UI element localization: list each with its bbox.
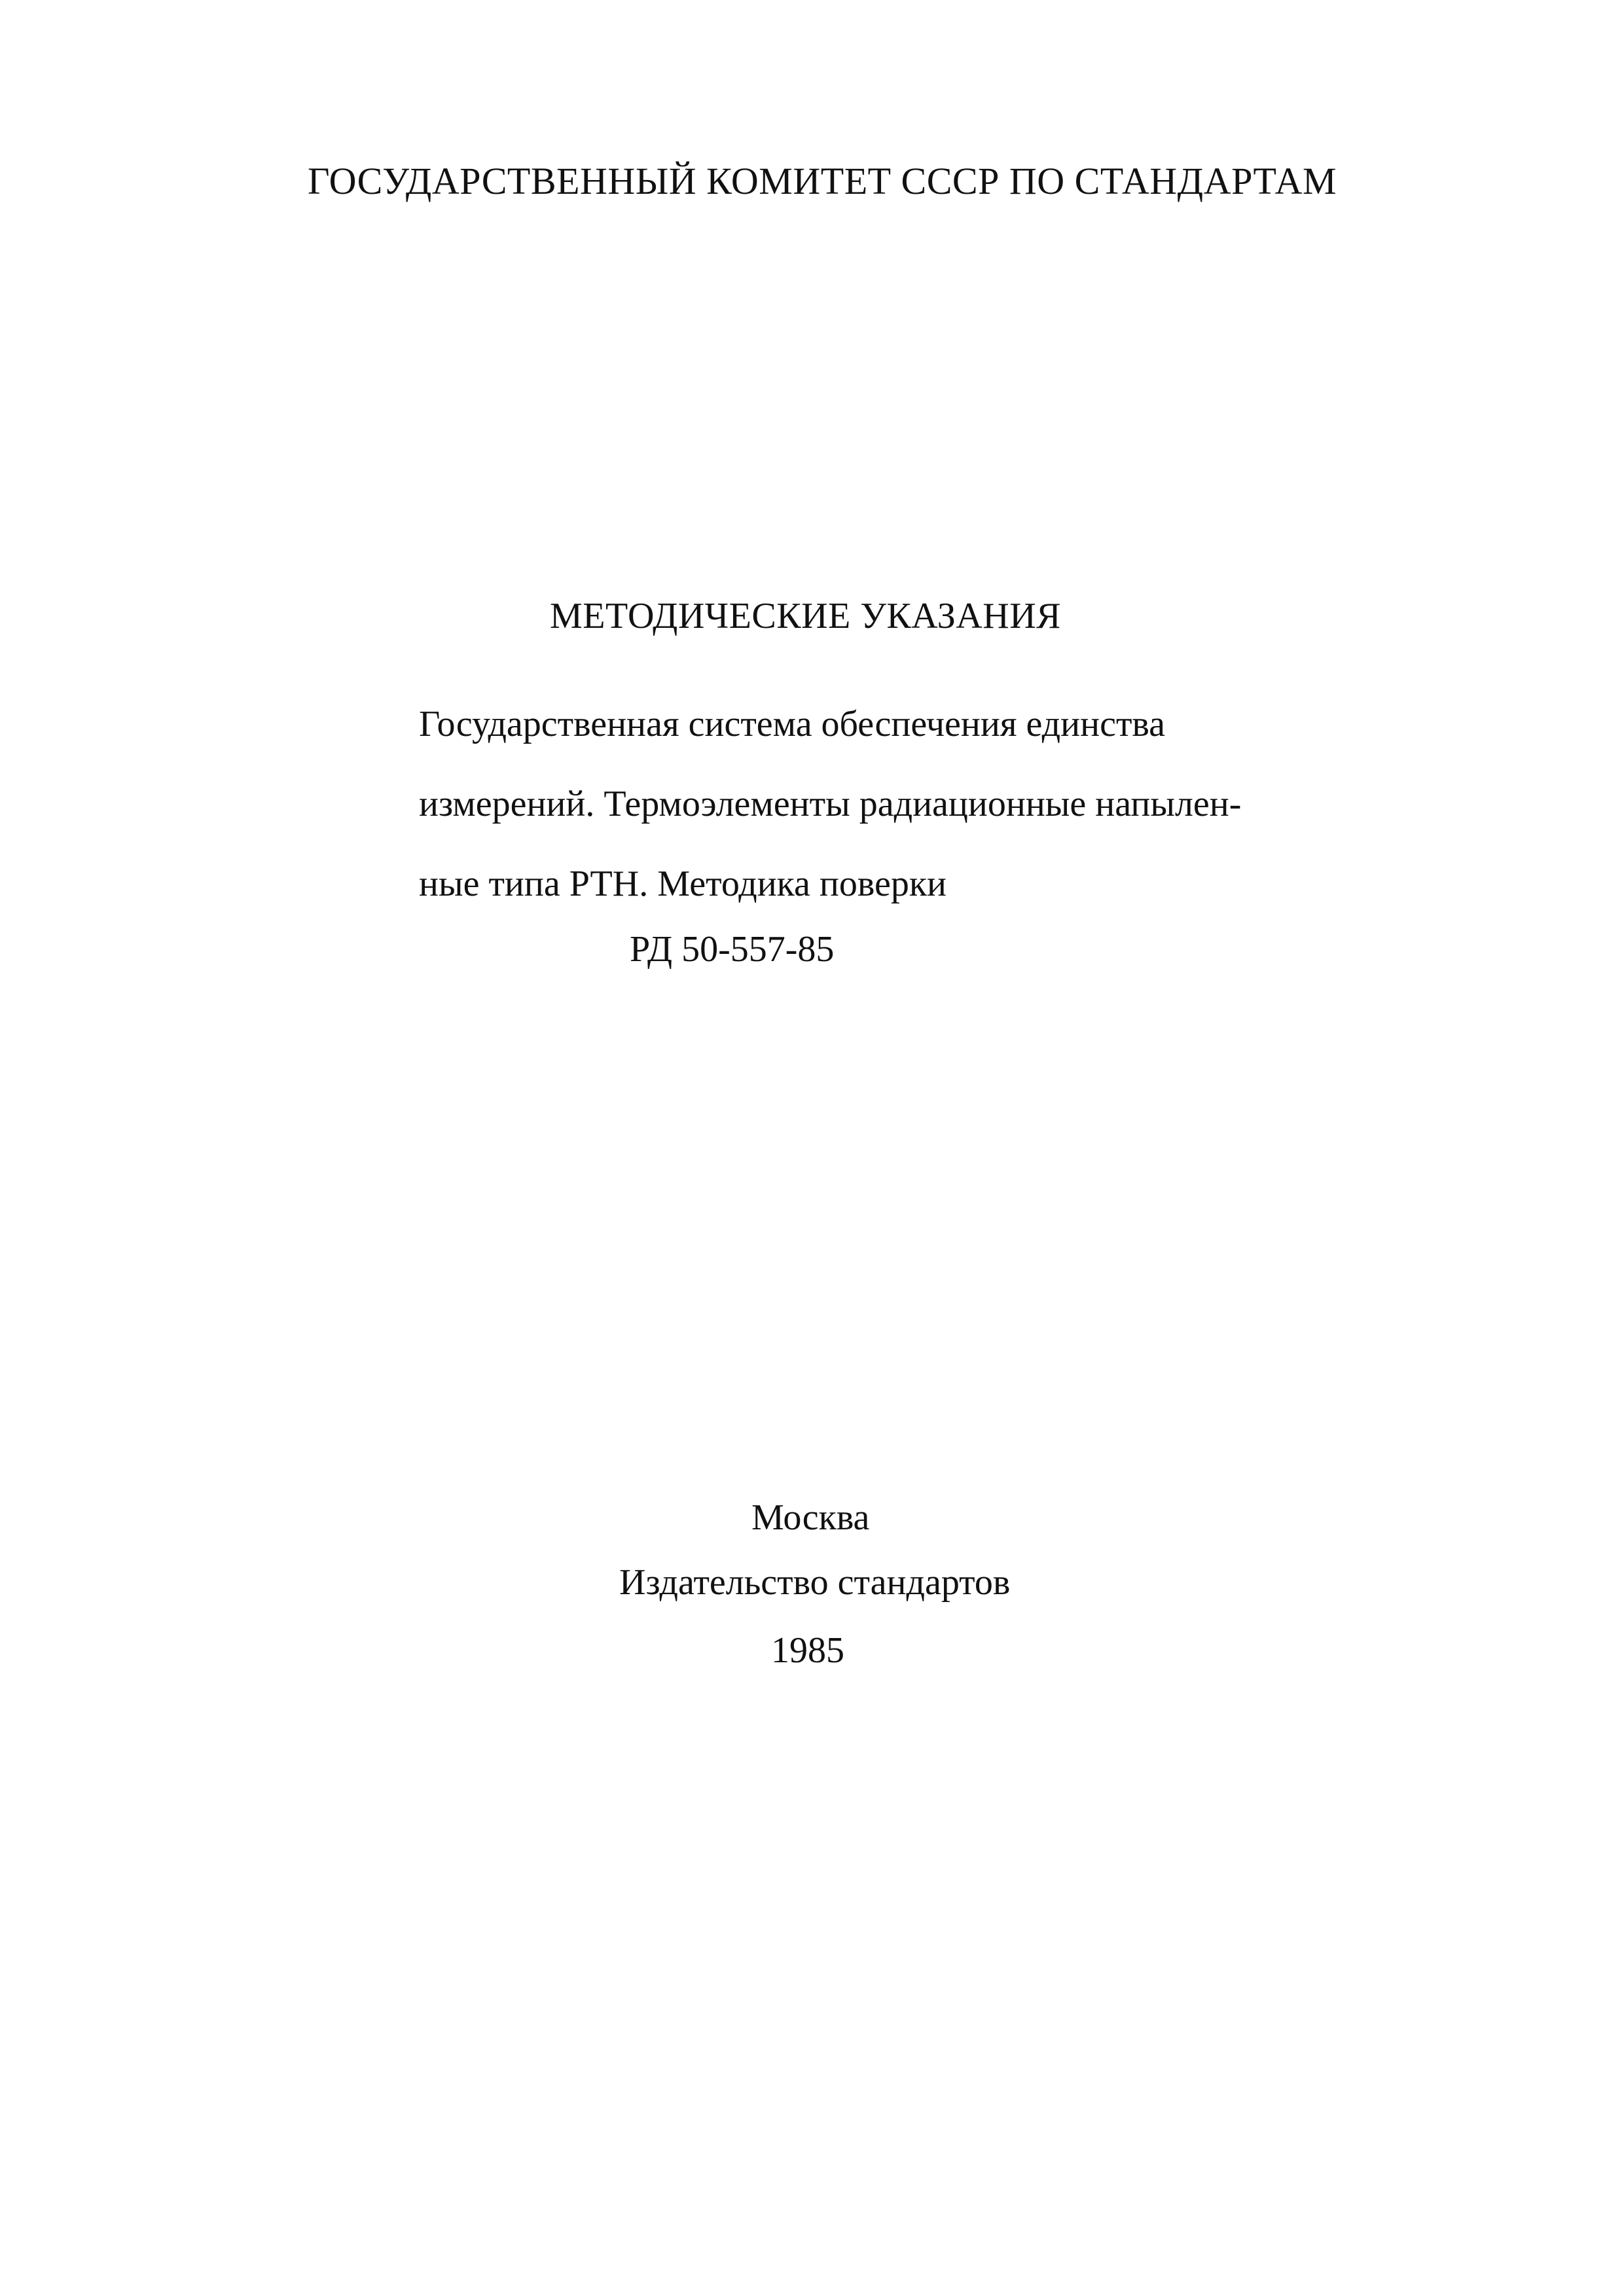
document-title-line: измерений. Термоэлементы радиационные напылен- — [419, 784, 1242, 824]
organization-header: ГОСУДАРСТВЕННЫЙ КОМИТЕТ СССР ПО СТАНДАРТАМ — [308, 160, 1337, 202]
document-title-line: ные типа РТН. Методика поверки — [419, 864, 947, 904]
document-kind: МЕТОДИЧЕСКИЕ УКАЗАНИЯ — [550, 596, 1061, 636]
imprint-publisher: Издательство стандартов — [619, 1562, 1011, 1603]
document-code: РД 50-557-85 — [630, 929, 835, 970]
imprint-city: Москва — [751, 1497, 870, 1538]
document-title-line: Государственная система обеспечения единства — [419, 704, 1165, 744]
document-title — [419, 684, 1241, 924]
imprint-year: 1985 — [771, 1630, 844, 1671]
